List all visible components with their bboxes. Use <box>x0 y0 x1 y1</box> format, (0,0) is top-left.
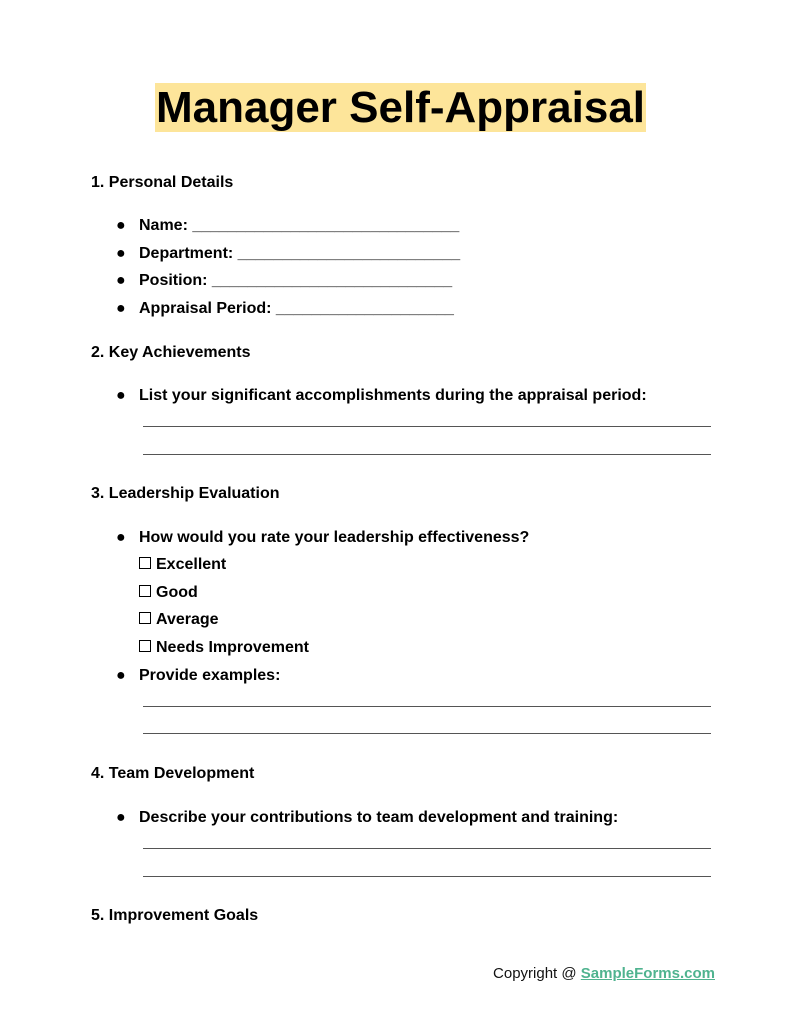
bullet: ● <box>116 300 126 317</box>
section-heading-improvement-goals: 5. Improvement Goals <box>91 907 259 924</box>
checkbox-icon[interactable] <box>139 585 151 597</box>
bullet: ● <box>116 387 126 404</box>
brand-link[interactable]: SampleForms.com <box>580 965 715 982</box>
footer-copyright <box>493 964 715 984</box>
section-heading-key-achievements: 2. Key Achievements <box>91 344 251 361</box>
option-label: Needs Improvement <box>156 639 309 656</box>
option-excellent[interactable] <box>139 555 226 575</box>
checkbox-icon[interactable] <box>139 557 151 569</box>
field-department[interactable] <box>116 244 460 264</box>
option-good[interactable] <box>139 583 198 603</box>
bullet: ● <box>116 217 126 234</box>
section-heading-team-development: 4. Team Development <box>91 765 255 782</box>
achievements-prompt <box>116 386 647 406</box>
examples-prompt-text: Provide examples: <box>139 667 281 684</box>
achievements-answer-line[interactable] <box>143 426 711 427</box>
title-container <box>0 83 801 132</box>
leadership-question <box>116 528 529 548</box>
option-label: Good <box>156 584 198 601</box>
team-development-prompt <box>116 808 618 828</box>
examples-prompt <box>116 666 280 686</box>
option-average[interactable] <box>139 610 219 630</box>
field-position[interactable] <box>116 271 452 291</box>
team-development-answer-line[interactable] <box>143 876 711 877</box>
bullet: ● <box>116 272 126 289</box>
option-label: Average <box>156 611 219 628</box>
bullet: ● <box>116 529 126 546</box>
field-name[interactable] <box>116 216 459 236</box>
option-label: Excellent <box>156 556 227 573</box>
bullet: ● <box>116 809 126 826</box>
section-heading-leadership-evaluation: 3. Leadership Evaluation <box>91 485 280 502</box>
bullet: ● <box>116 245 126 262</box>
examples-answer-line[interactable] <box>143 733 711 734</box>
checkbox-icon[interactable] <box>139 612 151 624</box>
field-appraisal-period[interactable] <box>116 299 454 319</box>
checkbox-icon[interactable] <box>139 640 151 652</box>
section-heading-personal-details: 1. Personal Details <box>91 174 234 191</box>
achievements-prompt-text: List your significant accomplishments during the appraisal period: <box>139 387 647 404</box>
field-department-label: Department: _________________________ <box>139 245 461 262</box>
field-appraisal-period-label: Appraisal Period: ____________________ <box>139 300 454 317</box>
copyright-text: Copyright @ <box>493 965 581 982</box>
leadership-question-text: How would you rate your leadership effectiveness? <box>139 529 530 546</box>
option-needs-improvement[interactable] <box>139 638 309 658</box>
team-development-answer-line[interactable] <box>143 848 711 849</box>
team-development-prompt-text: Describe your contributions to team development and training: <box>139 809 619 826</box>
examples-answer-line[interactable] <box>143 706 711 707</box>
achievements-answer-line[interactable] <box>143 454 711 455</box>
field-position-label: Position: ___________________________ <box>139 272 453 289</box>
page-title: Manager Self-Appraisal <box>155 83 646 132</box>
bullet: ● <box>116 667 126 684</box>
field-name-label: Name: ______________________________ <box>139 217 460 234</box>
